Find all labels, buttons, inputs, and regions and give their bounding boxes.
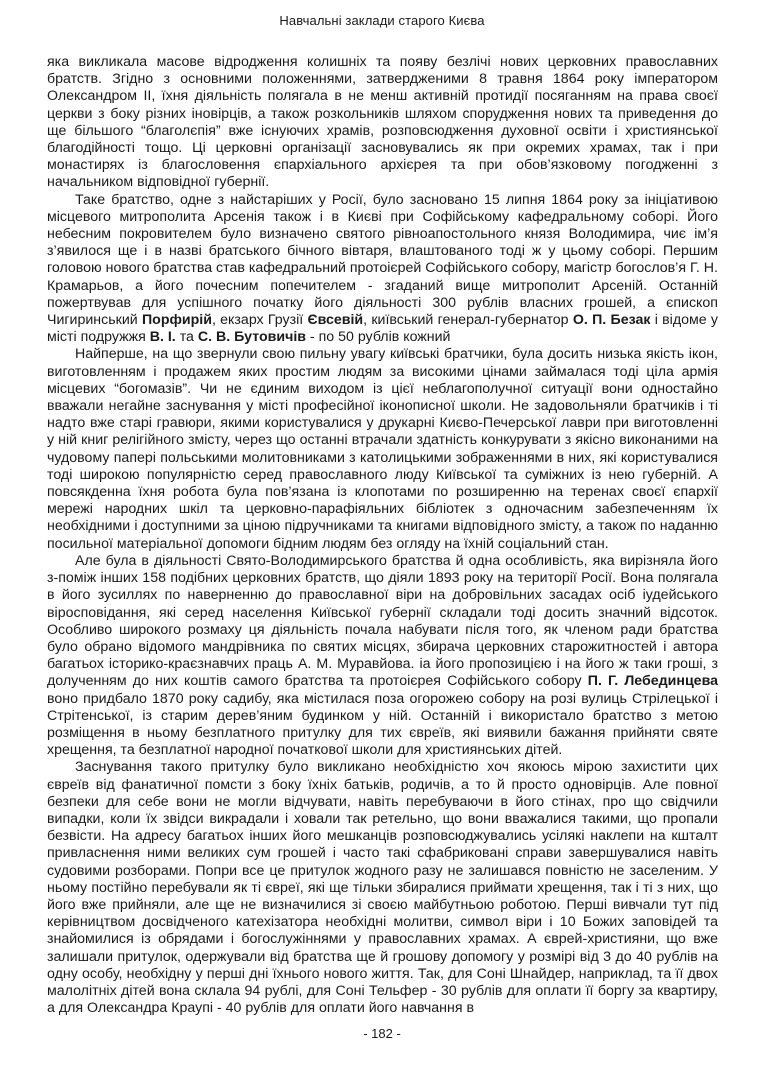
person-name: В. І. [149,329,176,346]
text-run: воно придбало 1870 року садибу, яка містилася поза огорожею собору на розі вулиць Стрілецької і Стрітенської, із старим дерев’яним будинком у ній. Останній і використало братство з метою розміщення в ньому безплатного притулку для тих євреїв, які виявили бажання прийняти святе хрещення, та безплатної народної початкової школи для християнських дітей. [47,690,718,759]
paragraph-2 [47,192,718,347]
text-run: та [175,329,198,346]
person-name: О. П. Безак [572,312,651,329]
text-run: , екзарх Грузії [211,312,308,329]
person-name: П. Г. Лебединцева [587,673,718,690]
paragraph-3: Найперше, на що звернули свою пильну увагу київські братчики, була досить низька якість ікон, виготовленням і продажем яких простим людям за високими цінами займалася тоді ціла армія місцевих “богомазів”. Чи не єдиним виходом із цієї неблагополучної ситуації вони одностайно вважали негайне заснування у місті професійної іконописної школи. Не задовольняли братчиків і ті надто вже старі гравюри, якими користувалися у друкарні Києво-Печерської лаври при виготовленні у ній книг релігійного змісту, через що останні втрачали здатність конкурувати з якісно виконаними на чудовому папері польськими молитовниками з католицькими зображеннями в них, які користувалися тоді широкою популярністю серед православного люду Київської та суміжних із нею губерній. А повсякденна їхня робота була пов’язана із клопотами по розширенню на теренах своєї єпархії мережі народних шкіл та церковно-парафіяльних бібліотек з одночасним забезпеченням їх необхідними і доступними за ціною підручниками та книгами відповідного змісту, а також по наданню посильної матеріальної допомоги бідним людям без огляду на їхній соціальний стан. [47,346,718,552]
paragraph-5: Заснування такого притулку було викликано необхідністю хоч якоюсь мірою захистити цих євреїв від фанатичної помсти з боку їхніх батьків, родичів, а то й просто одновірців. Але повної безпеки для себе вони не могли відчувати, навіть перебуваючи в його стінах, про що свідчили випадки, коли їх звідси викрадали і ховали так ретельно, що вони вважалися такими, що пропали безвісти. На адресу багатьох інших його мешканців розповсюджувались усілякі наклепи на кшталт привласнення ними великих сум грошей і часто такі сфабриковані справи завершувалися навіть судовими розборами. Попри все це притулок жодного разу не залишався повністю не заселеним. У ньому постійно перебували як ті євреї, які ще тільки збиралися приймати хрещення, так і ті з них, що його вже прийняли, але ще не визначилися зі своєю майбутньою роботою. Перші вивчали тут під керівництвом досвідченого катехізатора необхідні молитви, символ віри і 10 Божих заповідей та знайомилися із обрядами і богослужіннями у православних храмах. А єврей-християни, що вже залишали притулок, одержували від братства ще й грошову допомогу у розмірі від 3 до 40 рублів на одну особу, необхідну у перші дні їхнього нового життя. Так, для Соні Шнайдер, наприклад, та її двох малолітніх дітей вона склала 94 рублі, для Соні Тельфер - 30 рублів для оплати її боргу за квартиру, а для Олександра Краупі - 40 рублів для оплати його навчання в [47,759,718,1017]
paragraph-4 [47,553,718,759]
text-run: - по 50 рублів кожний [305,329,451,346]
body-text [47,54,718,1017]
text-run: , київський генерал-губернатор [363,312,573,329]
running-header: Навчальні заклади старого Києва [279,13,485,28]
person-name: С. В. Бутовичів [197,329,306,346]
text-run: Але була в діяльності Свято-Володимирського братства й одна особливість, яка вирізняла його з-поміж інших 158 подібних церковних братств, що діяли 1893 року на території Росії. Вона полягала в його зусиллях по наверненню до православної віри на добровільних засадах осіб іудейського віросповідання, які серед населення Київської губернії складали тоді досить значний відсоток. Особливо широкого розмаху ця діяльність почала набувати після того, як членом ради братства було обрано відомого мандрівника по святих місцях, збирача церковних старожитностей і автора багатьох історико-краєзнавчих праць А. М. Муравйова. іа його пропозицією і на його ж таки гроші, з долученням до них коштів самого братства та протоієрея Софійського собору [47,552,718,690]
text-run: і відоме у місті подружжя [47,312,719,346]
paragraph-1: яка викликала масове відродження колишніх та появу безлічі нових церковних православних братств. Згідно з основними положеннями, затвердженими 8 травня 1864 року імператором Олександром ІІ, їхня діяльність полягала в не менш активній протидії посяганням на права своєї церкви з боку різних іновірців, а також розкольників шляхом спорудження нових та приведення до ще більшого “благолєпія” вже існуючих храмів, розповсюдження духовної освіти і християнської благодійності тощо. Ці церковні організації засновувались як при окремих храмах, так і при монастирях із благословення єпархіального архієрея та при обов’язковому погодженні з начальником відповідної губернії. [47,54,718,191]
person-name: Євсевій [307,312,364,329]
page-number: - 182 - [363,1026,401,1041]
text-run: Таке братство, одне з найстаріших у Росії, було засновано 15 липня 1864 року за ініціативою місцевого митрополита Арсенія також і в Києві при Софійському кафедральному соборі. Його небесним покровителем було визначено святого рівноапостольного князя Володимира, чиє ім’я з’явилося ще і в назві братського бічного вівтаря, влаштованого тоді ж у цьому соборі. Першим головою нового братства став кафедральний протоієрей Софійського собору, магістр богослов’я Г. Н. Крамарьов, а його почесним попечителем - згаданий вище митрополит Арсеній. Останній пожертвував для успішного початку його діяльності 300 рублів власних грошей, а єпископ Чигиринський [47,191,718,329]
person-name: Порфирій [141,312,212,329]
